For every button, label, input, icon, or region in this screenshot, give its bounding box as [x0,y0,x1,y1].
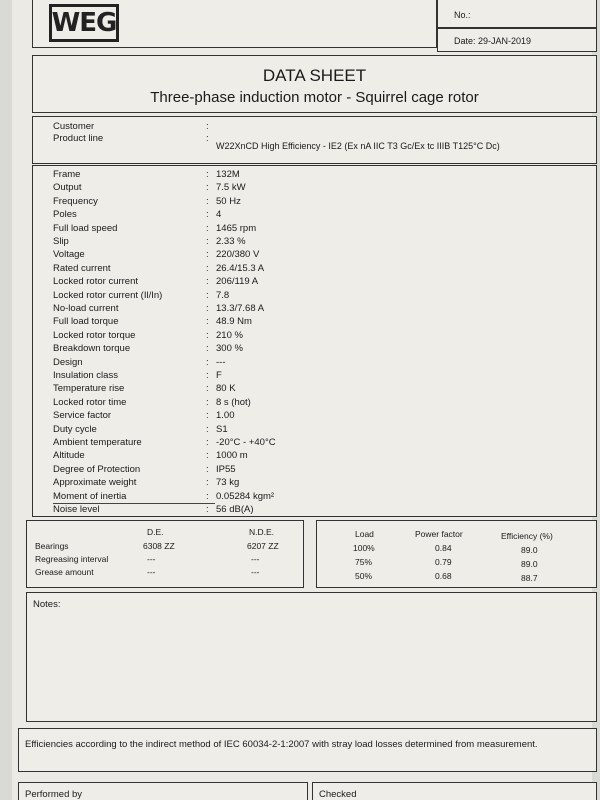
spec-value: 26.4/15.3 A [216,262,265,274]
logo-area [32,0,437,48]
spec-separator: : [206,316,209,328]
specs-block [32,165,597,517]
notes-label: Notes: [33,599,61,610]
customer-separator: : [206,121,209,132]
spec-label: Duty cycle [53,423,97,435]
spec-separator: : [206,209,209,221]
spec-separator: : [206,182,209,194]
spec-label: Locked rotor current [53,276,139,288]
spec-label: No-load current [53,303,119,314]
spec-label: Locked rotor current (Il/In) [53,289,163,301]
spec-separator: : [206,450,209,462]
spec-value: 73 kg [216,477,240,489]
footer-note-box [18,728,597,772]
eff-col-eff: Efficiency (%) [501,531,553,541]
spec-separator: : [206,195,209,207]
page-subtitle: Three-phase induction motor - Squirrel cage rotor [150,89,479,106]
number-field [437,0,597,28]
spec-label: Frequency [53,195,98,207]
spec-separator: : [206,463,209,475]
spec-label: Breakdown torque [53,343,131,355]
title-block [32,55,597,113]
spec-value: --- [216,356,226,368]
spec-label: Full load speed [53,222,118,234]
bearings-row-nde: 6207 ZZ [247,541,279,551]
bearings-row-de: 6308 ZZ [143,541,175,551]
bearings-col-nde: N.D.E. [249,527,275,537]
spec-label: Slip [53,236,69,247]
eff-row-load-50: 50% [355,571,373,581]
grease-amount-nde: --- [251,567,260,577]
eff-col-load: Load [355,529,374,539]
date-label [454,36,531,46]
spec-value: 13.3/7.68 A [216,303,265,314]
spec-value: 210 % [216,329,243,341]
spec-label: Service factor [53,410,112,422]
spec-separator: : [206,504,209,515]
spec-separator: : [206,289,209,301]
spec-label: Poles [53,209,77,221]
spec-label: Altitude [53,450,85,462]
eff-row-eff-50: 88.7 [521,573,538,583]
spec-label: Temperature rise [53,383,125,395]
date-field [437,28,597,52]
product-line-separator: : [206,133,209,144]
date-value: 29-JAN-2019 [478,36,532,46]
spec-value: 56 dB(A) [216,504,254,515]
spec-value: 50 Hz [216,195,241,207]
spec-label: Rated current [53,262,111,274]
spec-separator: : [206,490,209,502]
spec-separator: : [206,262,209,274]
spec-separator: : [206,383,209,395]
regreasing-de: --- [147,554,156,564]
spec-separator: : [206,437,209,448]
spec-value: 7.5 kW [216,182,246,194]
spec-value: 0.05284 kgm² [216,490,275,502]
spec-value: 1.00 [216,410,235,422]
spec-separator: : [206,423,209,435]
regreasing-label: Regreasing interval [35,554,109,564]
spec-value: 48.9 Nm [216,316,252,328]
eff-row-pf: 0.84 [435,543,452,553]
spec-value: F [216,370,222,381]
spec-label: Full load torque [53,316,119,328]
notes-area [26,592,597,722]
bearings-table [26,520,304,588]
eff-row-load-75: 75% [355,557,373,567]
spec-value: 300 % [216,343,243,355]
spec-separator: : [206,343,209,355]
product-line-label: Product line [53,133,104,144]
spec-label: Locked rotor time [53,396,127,408]
spec-value: 1000 m [216,450,248,462]
spec-value: 8 s (hot) [216,396,251,408]
spec-value: 132M [216,169,240,180]
spec-label: Locked rotor torque [53,329,136,341]
customer-block [32,116,597,164]
performed-by-box [18,782,308,800]
grease-amount-de: --- [147,567,156,577]
spec-value: 80 K [216,383,236,395]
spec-separator: : [206,396,209,408]
eff-row-eff: 89.0 [521,545,538,555]
spec-separator: : [206,276,209,288]
checked-label: Checked [319,789,357,800]
eff-row-pf-50: 0.68 [435,571,452,581]
date-label-text: Date: [454,36,476,46]
spec-value: S1 [216,423,228,435]
spec-separator: : [206,410,209,422]
spec-label: Approximate weight [53,477,137,489]
spec-value: 7.8 [216,289,230,301]
spec-separator: : [206,222,209,234]
eff-row-pf-75: 0.79 [435,557,452,567]
eff-row-eff-75: 89.0 [521,559,538,569]
eff-col-pf: Power factor [415,529,463,539]
spec-label: Noise level [53,504,100,515]
spec-value: 1465 rpm [216,222,257,234]
bearings-row-label: Bearings [35,541,69,551]
spec-value: 206/119 A [216,276,259,288]
spec-value: 2.33 % [216,236,246,247]
spec-label: Ambient temperature [53,437,142,448]
spec-separator: : [206,477,209,489]
regreasing-nde: --- [251,554,260,564]
spec-value: IP55 [216,463,236,475]
bearings-col-de: D.E. [147,527,164,537]
spec-separator: : [206,329,209,341]
spec-value: 220/380 V [216,249,260,261]
data-sheet [12,0,592,800]
customer-label: Customer [53,121,95,132]
eff-row-load: 100% [353,543,375,553]
spec-separator: : [206,169,209,180]
spec-value: -20°C - +40°C [216,437,276,448]
spec-label: Design [53,356,83,368]
product-line-value: W22XnCD High Efficiency - IE2 (Ex nA IIC T3 Gc/Ex tc IIIB T125°C Dc) [216,141,500,151]
efficiency-footnote: Efficiencies according to the indirect method of IEC 60034-2-1:2007 with stray load losses determined from measurement. [25,739,538,750]
efficiency-table [316,520,597,588]
spec-separator: : [206,236,209,247]
spec-separator: : [206,303,209,314]
spec-label: Frame [53,169,81,180]
spec-divider [53,503,215,504]
spec-label: Insulation class [53,370,118,381]
number-label: No.: [454,10,471,20]
performed-by-label: Performed by [25,789,83,800]
spec-separator: : [206,249,209,261]
page-title: DATA SHEET [262,66,367,85]
spec-label: Output [53,182,82,194]
spec-separator: : [206,370,209,381]
weg-logo: WEG [49,4,119,42]
spec-value: 4 [216,209,222,221]
spec-separator: : [206,356,209,368]
spec-label: Voltage [53,249,85,261]
checked-box [312,782,597,800]
spec-label: Moment of inertia [53,490,127,502]
spec-label: Degree of Protection [53,463,141,475]
grease-amount-label: Grease amount [35,567,94,577]
